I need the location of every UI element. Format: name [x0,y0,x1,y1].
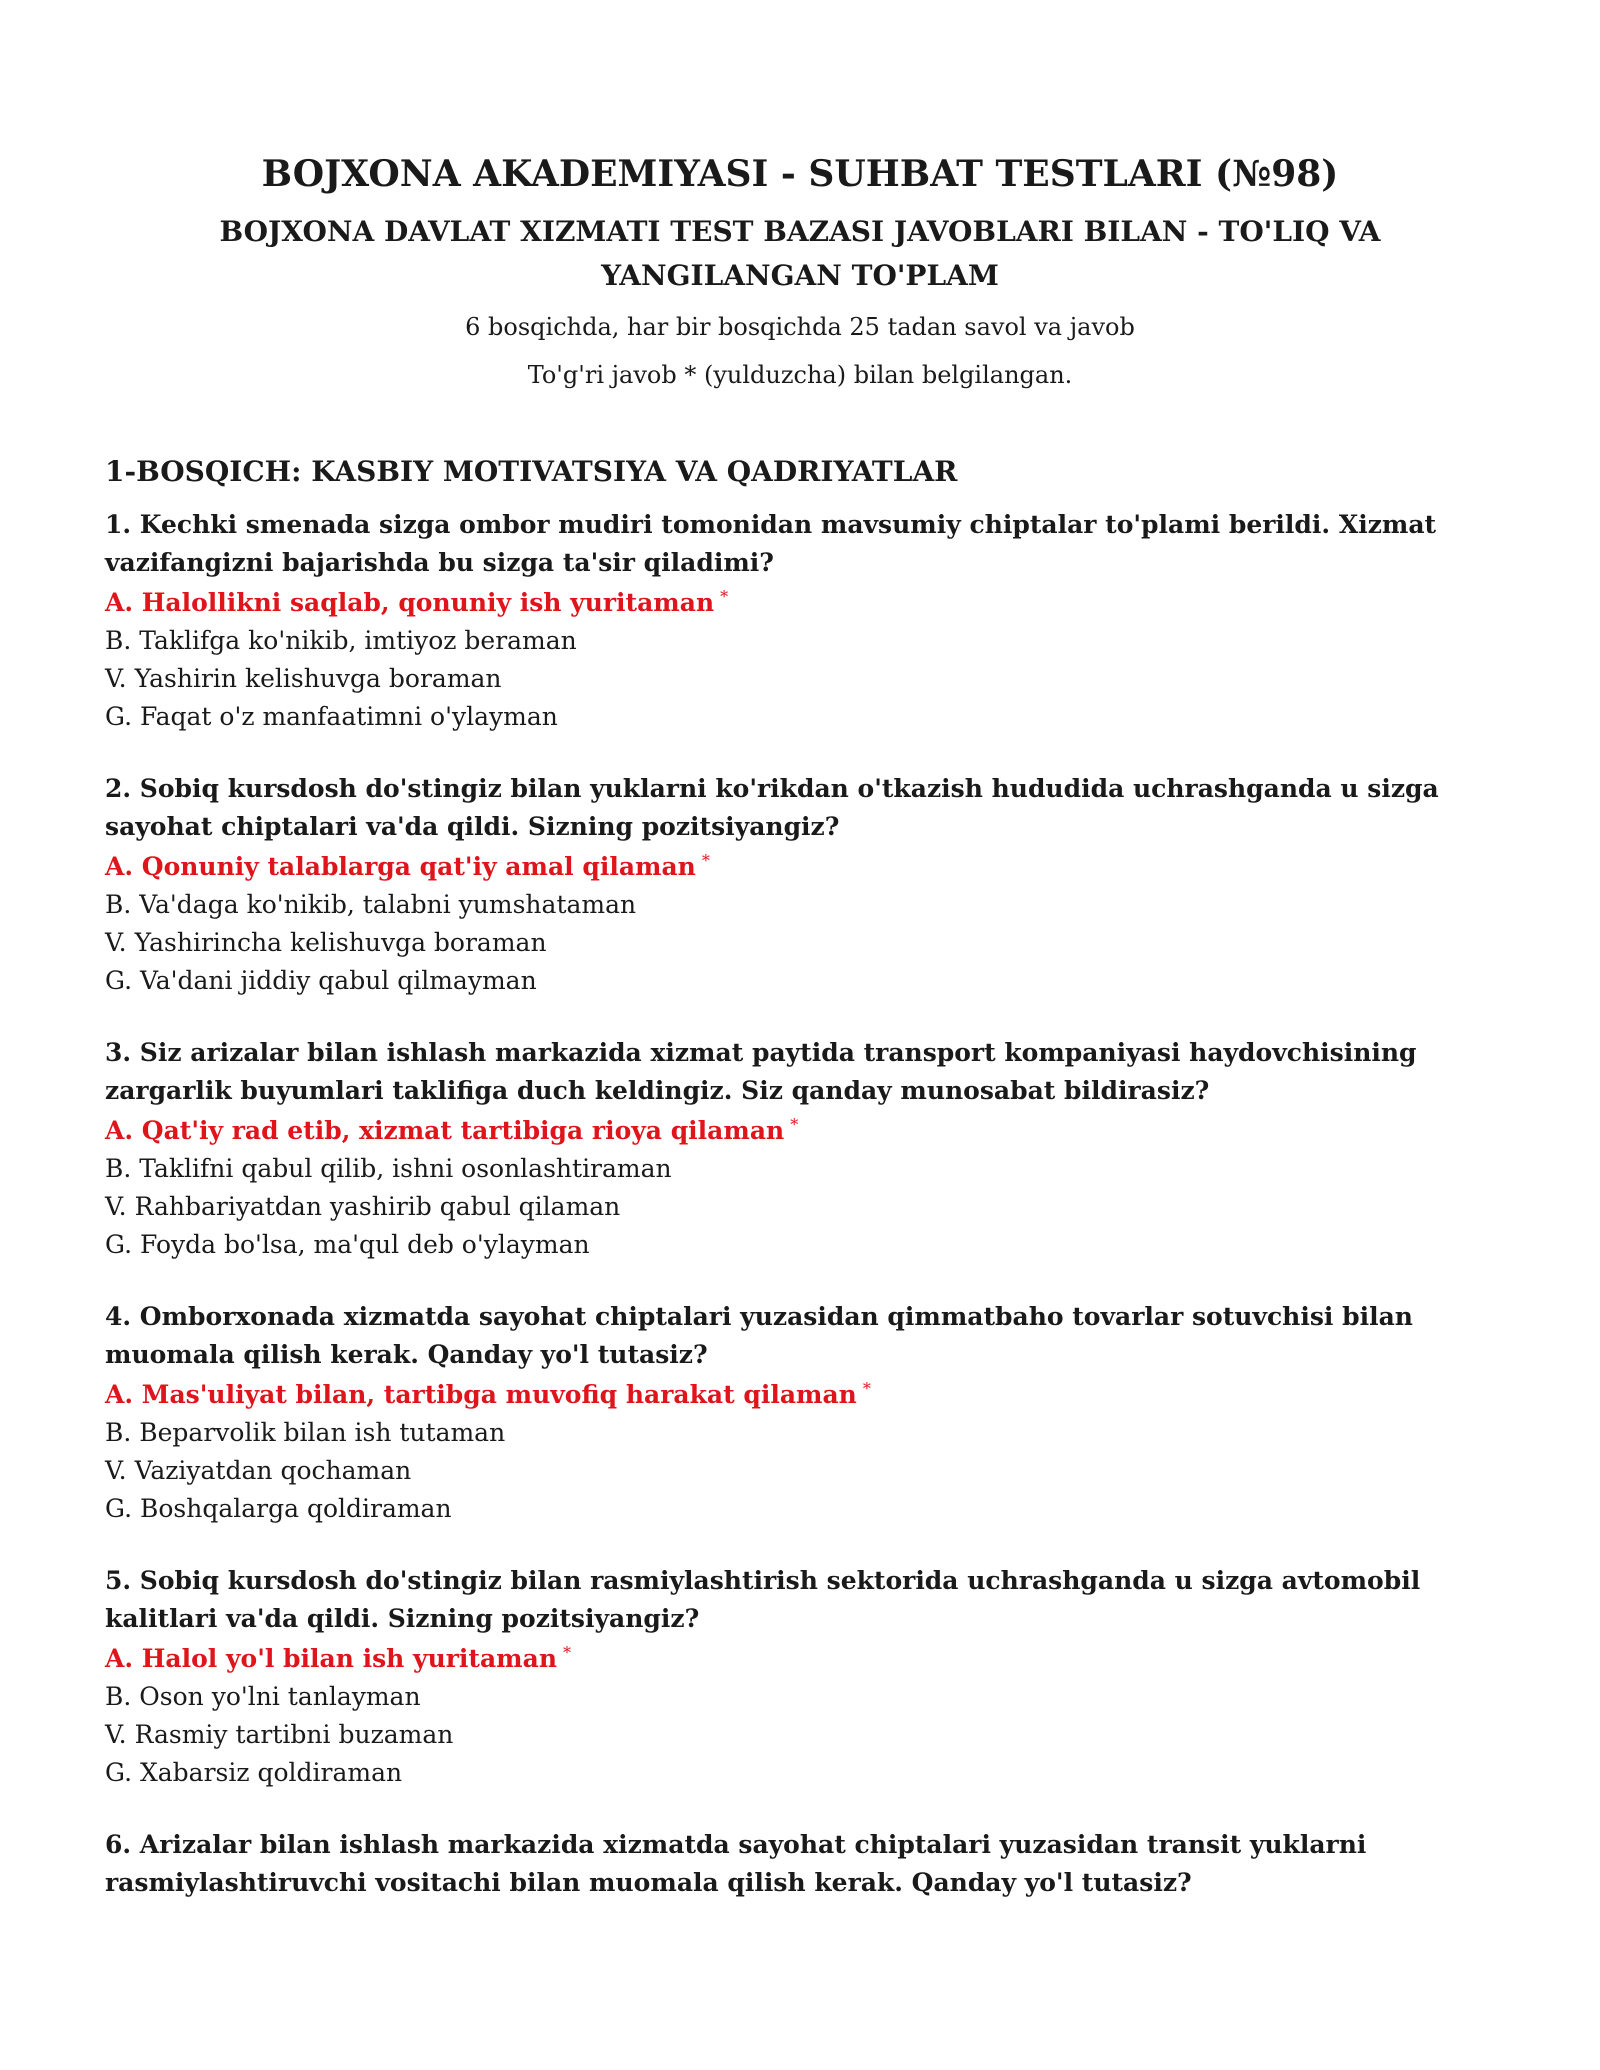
answer-option: B. Va'daga ko'nikib, talabni yumshataman [105,890,637,919]
correct-answer-star: * [790,1114,799,1134]
answer-option: V. Rasmiy tartibni buzaman [105,1720,454,1749]
question-block [105,1298,1495,1528]
answer-option-correct [105,584,1495,622]
option-label: A. Qat'iy rad etib, xizmat tartibiga rioya qilaman [105,1116,785,1145]
answer-option: G. Va'dani jiddiy qabul qilmayman [105,966,537,995]
question-block [105,1034,1495,1264]
answer-option: G. Boshqalarga qoldiraman [105,1494,452,1523]
correct-answer-star: * [701,850,710,870]
question-text: 1. Kechki smenada sizga ombor mudiri tomonidan mavsumiy chiptalar to'plami berildi. Xizmat vazifangizni bajarishda bu sizga ta'sir qiladimi? [105,510,1437,577]
question-block [105,506,1495,736]
answer-option-correct [105,1376,1495,1414]
answer-option-correct [105,1640,1495,1678]
answer-option: B. Beparvolik bilan ish tutaman [105,1418,506,1447]
intro-note-answer-mark: To'g'ri javob * (yulduzcha) bilan belgilangan. [527,361,1073,389]
answer-option-correct [105,1112,1495,1150]
option-label: A. Halol yo'l bilan ish yuritaman [105,1644,558,1673]
option-label: A. Halollikni saqlab, qonuniy ish yuritaman [105,588,715,617]
correct-answer-star: * [720,586,729,606]
answer-option: V. Vaziyatdan qochaman [105,1456,412,1485]
document-subtitle: BOJXONA DAVLAT XIZMATI TEST BAZASI JAVOBLARI BILAN - TO'LIQ VA YANGILANGAN TO'PLAM [219,215,1381,292]
option-label: A. Mas'uliyat bilan, tartibga muvofiq harakat qilaman [105,1380,857,1409]
question-block [105,770,1495,1000]
question-text: 4. Omborxonada xizmatda sayohat chiptalari yuzasidan qimmatbaho tovarlar sotuvchisi bilan muomala qilish kerak. Qanday yo'l tutasiz? [105,1302,1413,1369]
answer-option: B. Oson yo'lni tanlayman [105,1682,421,1711]
answer-option: V. Yashirincha kelishuvga boraman [105,928,547,957]
answer-option-correct [105,848,1495,886]
answer-option: V. Yashirin kelishuvga boraman [105,664,502,693]
question-text: 5. Sobiq kursdosh do'stingiz bilan rasmiylashtirish sektorida uchrashganda u sizga avtomobil kalitlari va'da qildi. Sizning pozitsiyangiz? [105,1566,1421,1633]
document-title: BOJXONA AKADEMIYASI - SUHBAT TESTLARI (№98) [261,153,1339,195]
option-label: A. Qonuniy talablarga qat'iy amal qilaman [105,852,696,881]
question-text: 6. Arizalar bilan ishlash markazida xizmatda sayohat chiptalari yuzasidan transit yuklarni rasmiylashtiruvchi vositachi bilan muomala qilish kerak. Qanday yo'l tutasiz? [105,1830,1367,1897]
answer-option: V. Rahbariyatdan yashirib qabul qilaman [105,1192,621,1221]
answer-option: G. Faqat o'z manfaatimni o'ylayman [105,702,558,731]
correct-answer-star: * [563,1642,572,1662]
answer-option: G. Xabarsiz qoldiraman [105,1758,403,1787]
answer-option: G. Foyda bo'lsa, ma'qul deb o'ylayman [105,1230,590,1259]
question-text: 2. Sobiq kursdosh do'stingiz bilan yuklarni ko'rikdan o'tkazish hududida uchrashganda u sizga sayohat chiptalari va'da qildi. Sizning pozitsiyangiz? [105,774,1439,841]
question-block [105,1826,1495,1902]
question-block [105,1562,1495,1792]
answer-option: B. Taklifga ko'nikib, imtiyoz beraman [105,626,577,655]
intro-note-questions: 6 bosqichda, har bir bosqichda 25 tadan savol va javob [465,313,1135,341]
section-title: 1-BOSQICH: KASBIY MOTIVATSIYA VA QADRIYATLAR [105,455,958,488]
answer-option: B. Taklifni qabul qilib, ishni osonlashtiraman [105,1154,672,1183]
document-page [105,150,1495,1936]
question-text: 3. Siz arizalar bilan ishlash markazida xizmat paytida transport kompaniyasi haydovchisining zargarlik buyumlari taklifiga duch keldingiz. Siz qanday munosabat bildirasiz? [105,1038,1417,1105]
correct-answer-star: * [862,1378,871,1398]
